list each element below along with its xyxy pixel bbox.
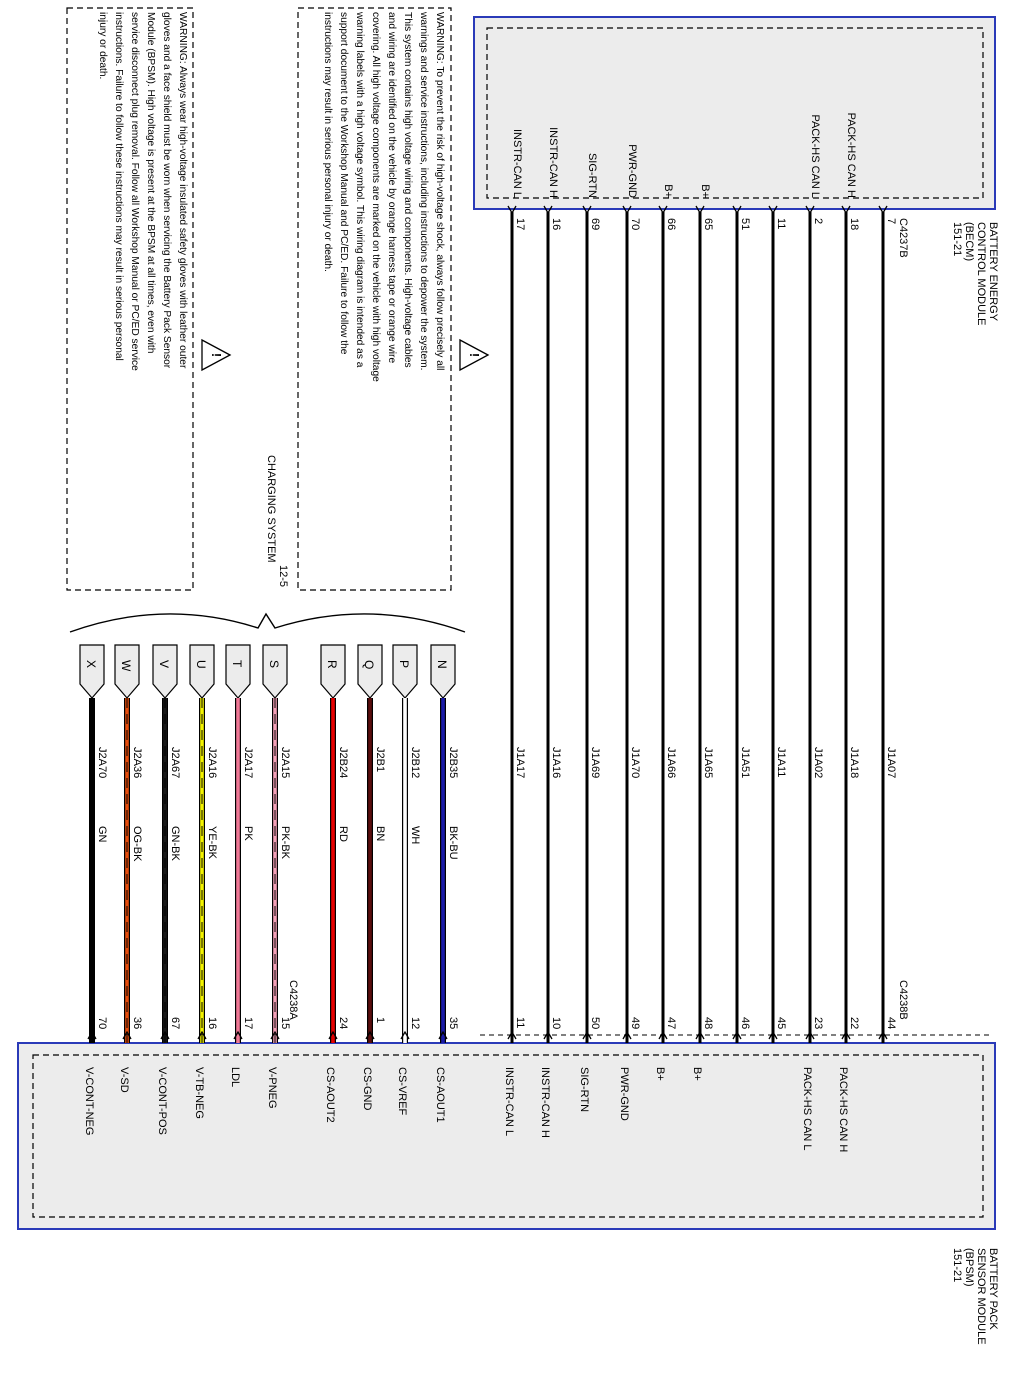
bpsm-signal-label: LDL	[229, 1067, 241, 1088]
bpsm-signal-label: INSTR-CAN H	[539, 1067, 551, 1138]
harness-id: J2A67	[169, 747, 181, 779]
becm-pin-number: 69	[589, 218, 601, 231]
wire-color-code: PK-BK	[279, 826, 291, 860]
wire-color-code: GN	[96, 826, 108, 843]
charging-pin-letter: P	[397, 660, 411, 669]
bpsm-pin-number: 10	[550, 1017, 562, 1030]
warning-2-text-line: service disconnect plug removal. Follow all Workshop Manual or PC/ED service	[129, 12, 140, 371]
warning-1-text-line: instructions may result in serious personal injury or death.	[322, 12, 333, 272]
becm-signal-label: B+	[662, 184, 674, 198]
becm-signal-label: PACK-HS CAN H	[845, 112, 857, 198]
bpsm-connector-top-id: C4238B	[897, 980, 909, 1020]
bpsm-signal-label: CS-AOUT1	[434, 1067, 446, 1123]
charging-connector-tag	[358, 645, 382, 698]
bpsm-connector-bottom-id: C4238A	[287, 980, 299, 1020]
becm-signal-label: INSTR-CAN L	[511, 128, 523, 198]
harness-id: J2B24	[337, 747, 349, 779]
bpsm-signal-label: CS-VREF	[396, 1067, 408, 1116]
warning-symbol-1: !	[467, 352, 482, 358]
becm-pin-number: 66	[665, 218, 677, 231]
harness-id: J2A16	[206, 747, 218, 779]
bpsm-title-line: 151-21	[951, 1248, 963, 1283]
bpsm-pin-number: 44	[885, 1017, 897, 1030]
charging-connector-tag	[226, 645, 250, 698]
bpsm-pin-number: 50	[589, 1017, 601, 1030]
warning-1-text-line: warning labels with a high voltage symbol. This wiring diagram is intended as a	[354, 12, 365, 368]
charging-pin-letter: T	[230, 660, 244, 668]
becm-pin-number: 51	[739, 218, 751, 231]
bpsm-pin-number: 36	[131, 1017, 143, 1030]
becm-pin-number: 70	[629, 218, 641, 231]
bpsm-signal-label: V-CONT-NEG	[83, 1067, 95, 1136]
becm-signal-label: PACK-HS CAN L	[809, 114, 821, 198]
charging-pin-letter: W	[119, 660, 133, 672]
bpsm-pin-number: 22	[848, 1017, 860, 1030]
charging-pin-letter: X	[84, 660, 98, 669]
wire-color-code: RD	[337, 826, 349, 842]
bpsm-signal-label: PWR-GND	[618, 1067, 630, 1121]
bpsm-pin-number: 67	[169, 1017, 181, 1030]
warning-1-text-line: WARNING: To prevent the risk of high-voltage shock, always follow precisely all	[434, 12, 445, 371]
charging-pin-letter: N	[435, 660, 449, 669]
bpsm-pin-number: 47	[665, 1017, 677, 1030]
charging-connector-tag	[431, 645, 455, 698]
bpsm-pin-number: 70	[96, 1017, 108, 1030]
warning-1-text-line: warnings and service instructions, including instructions to depower the system.	[418, 12, 429, 371]
bpsm-signal-label: V-TB-NEG	[193, 1067, 205, 1119]
bpsm-pin-number: 23	[812, 1017, 824, 1030]
warning-1-text-line: and wiring are identified on the vehicle by orange harness tape or orange wire	[386, 12, 397, 364]
charging-system-label: CHARGING SYSTEM	[265, 455, 277, 563]
becm-title-line: (BECM)	[963, 222, 975, 262]
harness-id: J1A02	[812, 747, 824, 779]
charging-connector-tag	[153, 645, 177, 698]
harness-id: J1A17	[514, 747, 526, 779]
harness-id: J2A70	[96, 747, 108, 779]
harness-id: J1A18	[848, 747, 860, 779]
harness-id: J2A36	[131, 747, 143, 779]
charging-pin-letter: V	[157, 660, 171, 669]
harness-id: J1A16	[550, 747, 562, 779]
charging-connector-tag	[190, 645, 214, 698]
warning-1-text-line: support document to the Workshop Manual and PC/ED. Failure to follow the	[338, 12, 349, 355]
harness-id: J1A70	[629, 747, 641, 779]
charging-connector-tag	[263, 645, 287, 698]
charging-connector-tag	[321, 645, 345, 698]
harness-id: J2A15	[279, 747, 291, 779]
bpsm-signal-label: B+	[654, 1067, 666, 1081]
warning-1-text-line: This system contains high voltage wiring and components. High-voltage cables	[402, 12, 413, 368]
becm-pin-number: 16	[550, 218, 562, 231]
charging-pin-letter: S	[267, 660, 281, 669]
harness-id: J2A17	[242, 747, 254, 779]
charging-connector-tag	[115, 645, 139, 698]
warning-2-text-line: WARNING: Always wear high-voltage insulated safety gloves with leather outer	[177, 12, 188, 369]
becm-signal-label: PWR-GND	[626, 144, 638, 198]
harness-id: J1A11	[775, 747, 787, 778]
becm-title-line: CONTROL MODULE	[975, 222, 987, 326]
charging-system-ref: 12-5	[277, 565, 289, 588]
becm-pin-number: 65	[702, 218, 714, 231]
warning-symbol-2: !	[209, 352, 224, 358]
bpsm-signal-label: CS-AOUT2	[324, 1067, 336, 1123]
wire-color-code: WH	[409, 826, 421, 845]
becm-pin-number: 2	[812, 218, 824, 225]
becm-signal-label: SIG-RTN	[586, 152, 598, 198]
bpsm-title-line: SENSOR MODULE	[975, 1248, 987, 1345]
bpsm-pin-number: 46	[739, 1017, 751, 1030]
warning-icon-1	[460, 340, 488, 370]
harness-id: J1A66	[665, 747, 677, 779]
harness-id: J1A07	[885, 747, 897, 779]
bpsm-pin-number: 35	[447, 1017, 459, 1030]
bpsm-pin-number: 12	[409, 1017, 421, 1030]
charging-connector-tag	[393, 645, 417, 698]
charging-connector-tag	[80, 645, 104, 698]
bpsm-signal-label: PACK-HS CAN L	[801, 1067, 813, 1151]
bpsm-signal-label: INSTR-CAN L	[503, 1067, 515, 1137]
bpsm-pin-number: 45	[775, 1017, 787, 1030]
becm-signal-label: B+	[699, 184, 711, 198]
becm-pin-number: 7	[885, 218, 897, 225]
warning-2-text-line: Module (BPSM). High voltage is present at the BPSM at all times, even with	[145, 12, 156, 354]
bpsm-signal-label: V-CONT-POS	[156, 1067, 168, 1135]
bpsm-title-line: BATTERY PACK	[987, 1248, 999, 1330]
wire-color-code: YE-BK	[206, 826, 218, 860]
bpsm-signal-label: V-PNEG	[266, 1067, 278, 1109]
becm-signal-label: INSTR-CAN H	[547, 127, 559, 198]
bpsm-signal-label: CS-GND	[361, 1067, 373, 1111]
bpsm-pin-number: 24	[337, 1017, 349, 1030]
bpsm-title-line: (BPSM)	[963, 1248, 975, 1287]
becm-connector-id: C4237B	[897, 218, 909, 258]
warning-2-text-line: instructions. Failure to follow these instructions may result in serious personal	[113, 12, 124, 361]
warning-icon-2	[202, 340, 230, 370]
charging-pin-letter: R	[325, 660, 339, 669]
bpsm-pin-number: 49	[629, 1017, 641, 1030]
harness-id: J1A65	[702, 747, 714, 779]
bpsm-pin-number: 15	[279, 1017, 291, 1030]
becm-title-line: BATTERY ENERGY	[987, 222, 999, 322]
bpsm-signal-label: B+	[691, 1067, 703, 1081]
bpsm-pin-number: 17	[242, 1017, 254, 1030]
harness-id: J2B1	[374, 747, 386, 773]
harness-id: J2B12	[409, 747, 421, 779]
harness-id: J2B35	[447, 747, 459, 779]
wire-color-code: BN	[374, 826, 386, 842]
bpsm-signal-label: SIG-RTN	[578, 1067, 590, 1113]
bpsm-signal-label: PACK-HS CAN H	[837, 1067, 849, 1153]
bpsm-signal-label: V-SD	[118, 1067, 130, 1093]
warning-1-text-line: covering. All high voltage components are marked on the vehicle with high voltage	[370, 12, 381, 382]
bpsm-pin-number: 48	[702, 1017, 714, 1030]
becm-title-line: 151-21	[951, 222, 963, 257]
becm-pin-number: 11	[775, 218, 787, 230]
bpsm-pin-number: 1	[374, 1017, 386, 1024]
charging-system-brace	[70, 614, 465, 632]
wire-color-code: GN-BK	[169, 826, 181, 861]
charging-pin-letter: U	[194, 660, 208, 669]
becm-pin-number: 18	[848, 218, 860, 231]
warning-2-text-line: gloves and a face shield must be worn when servicing the Battery Pack Sensor	[161, 12, 172, 369]
warning-2-text-line: injury or death.	[97, 12, 108, 80]
harness-id: J1A51	[739, 747, 751, 779]
bpsm-pin-number: 11	[514, 1017, 526, 1029]
harness-id: J1A69	[589, 747, 601, 779]
wire-color-code: OG-BK	[131, 826, 143, 862]
bpsm-pin-number: 16	[206, 1017, 218, 1030]
becm-pin-number: 17	[514, 218, 526, 231]
wire-color-code: BK-BU	[447, 826, 459, 860]
wire-color-code: PK	[242, 826, 254, 841]
charging-pin-letter: Q	[362, 660, 376, 670]
